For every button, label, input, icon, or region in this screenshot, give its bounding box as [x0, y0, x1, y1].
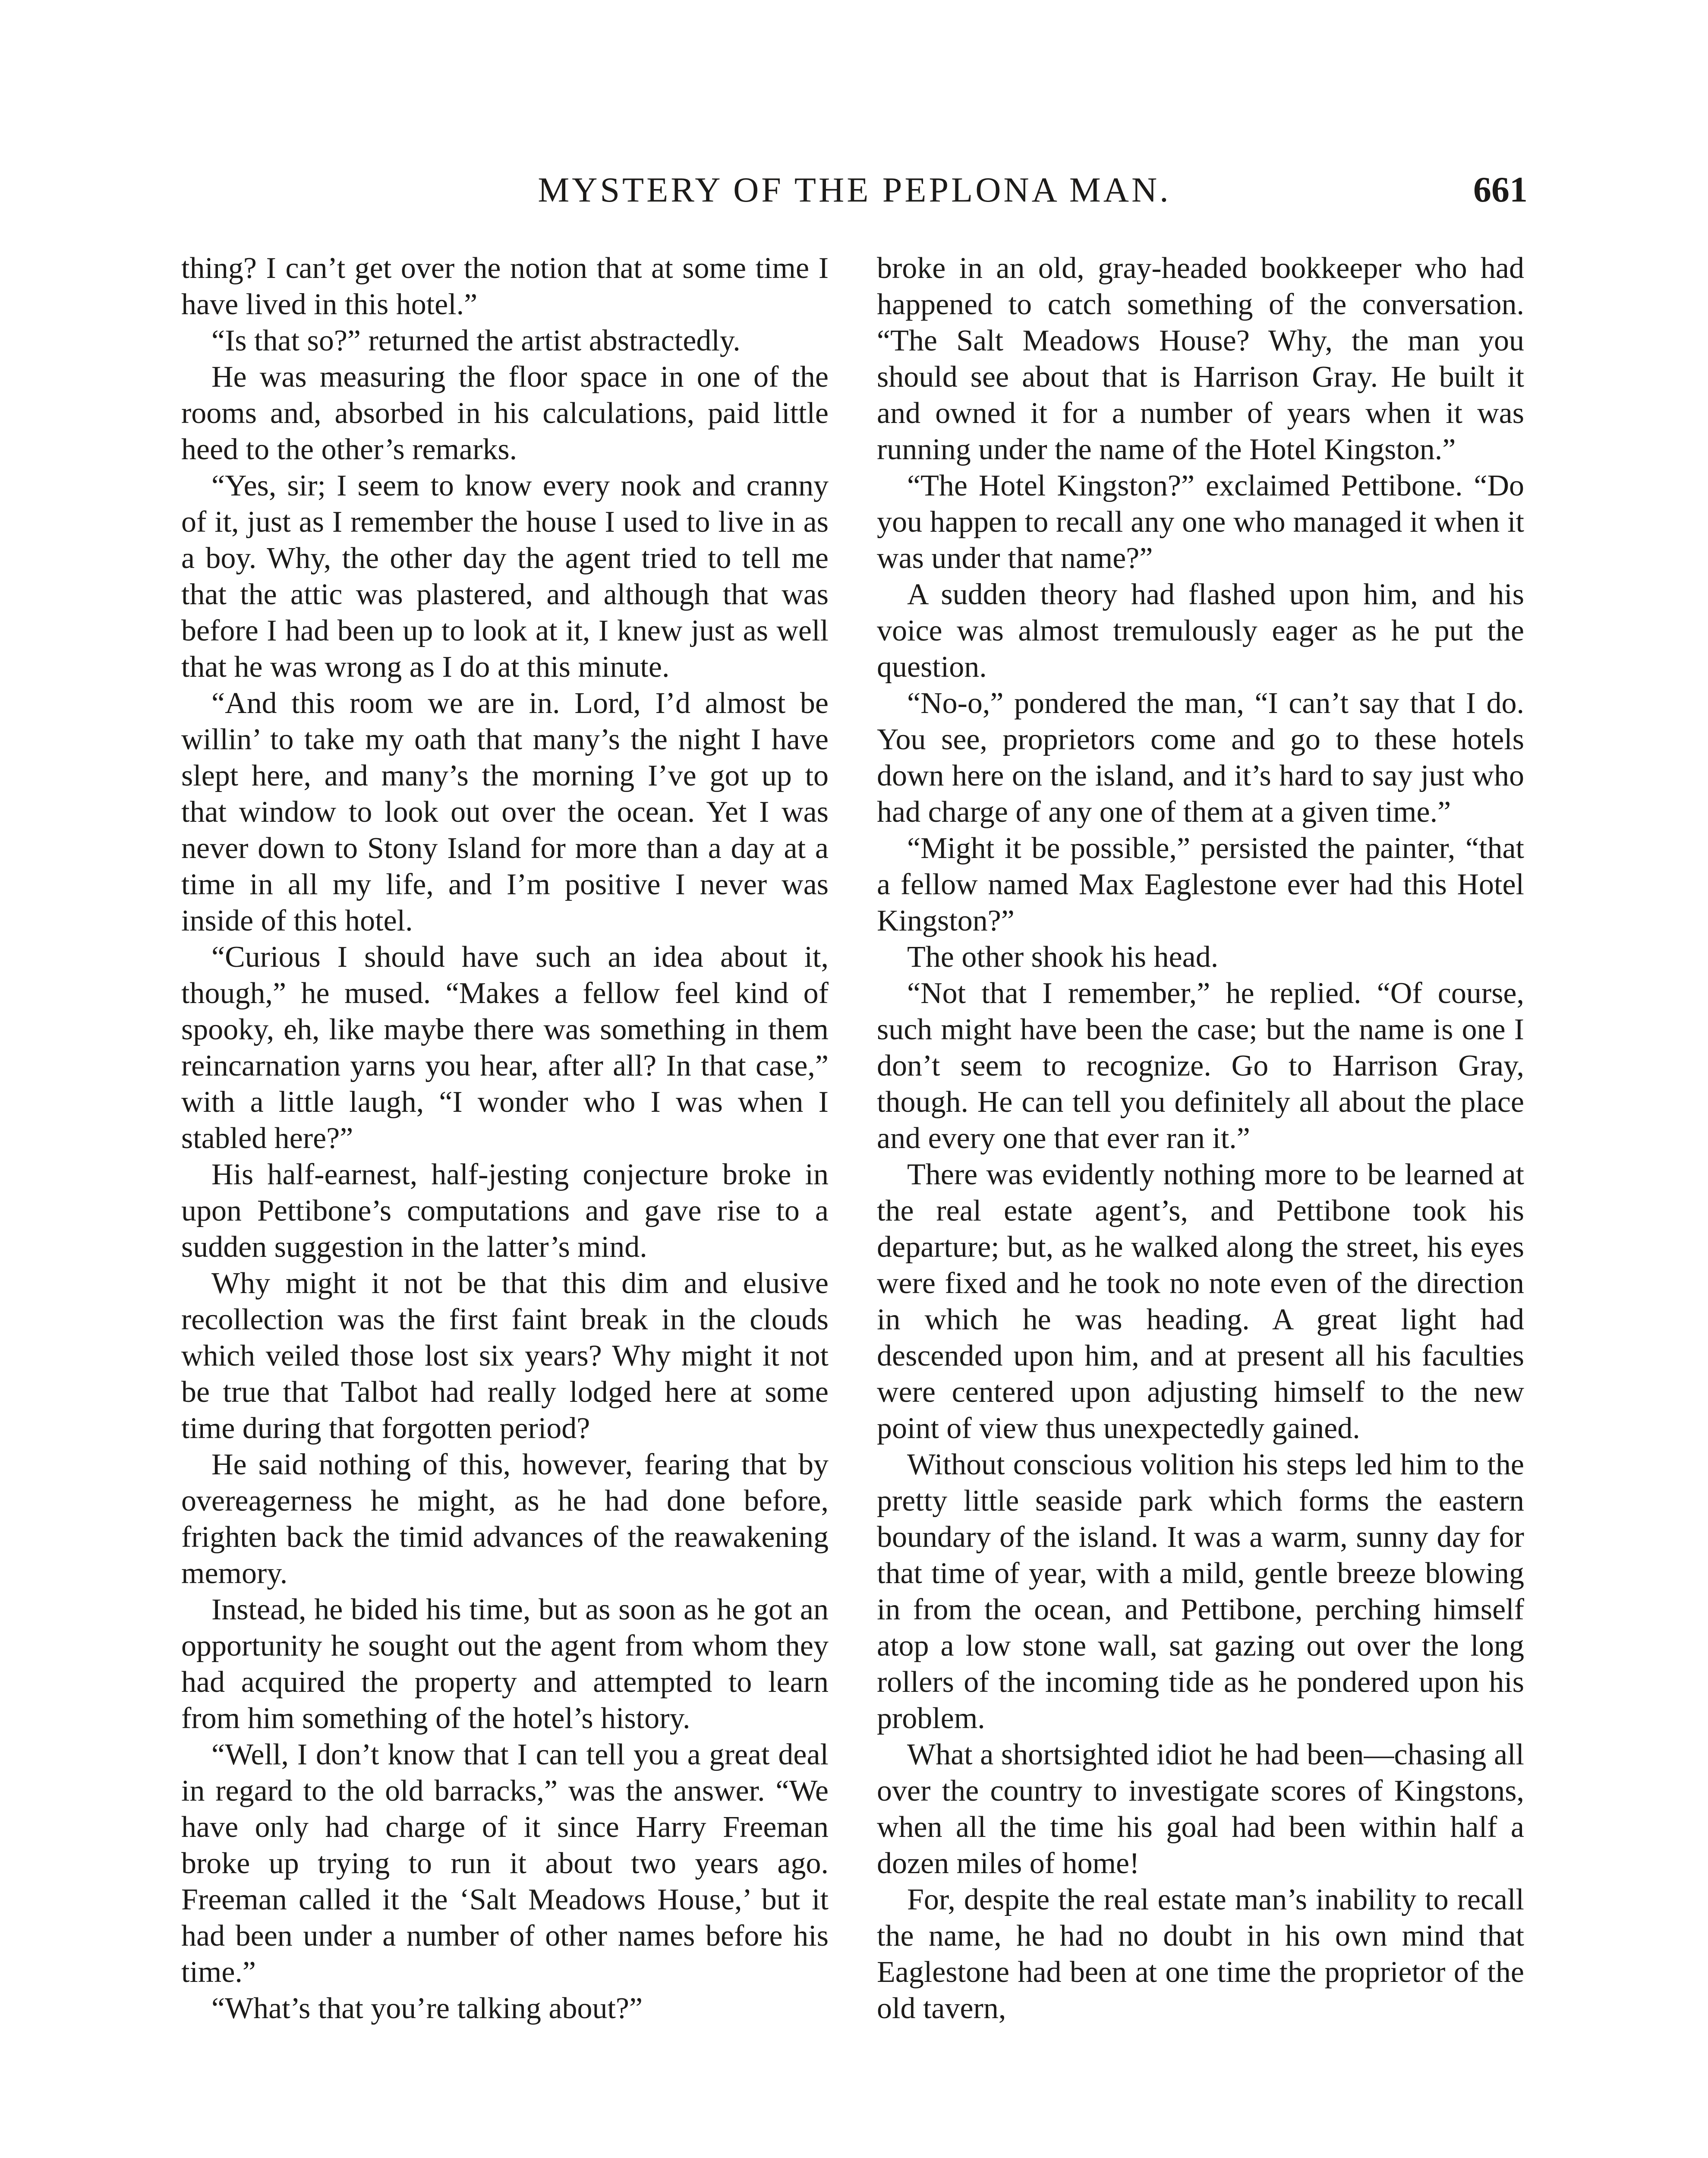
paragraph: Why might it not be that this dim and elusive recollection was the first faint break in the clouds which veiled those lost six years? Why might it not be true that Talbot had really lodged here at some time during that forgotten period? [181, 1267, 829, 1445]
paragraph: For, despite the real estate man’s inability to recall the name, he had no doubt in his own mind that Eaglestone had been at one time the proprietor of the old tavern, [877, 1883, 1524, 2025]
paragraph: There was evidently nothing more to be learned at the real estate agent’s, and Pettibone took his departure; but, as he walked along the street, his eyes were fixed and he took no note even of the direction in which he was heading. A great light had descended upon him, and at present all his faculties were centered upon adjusting himself to the new point of view thus unexpectedly gained. [877, 1158, 1524, 1445]
paragraph: Without conscious volition his steps led him to the pretty little seaside park which forms the eastern boundary of the island. It was a warm, sunny day for that time of year, with a mild, gentle breeze blowing in from the ocean, and Pettibone, perching himself atop a low stone wall, sat gazing out over the long rollers of the incoming tide as he pondered upon his problem. [877, 1448, 1524, 1735]
paragraph: “And this room we are in. Lord, I’d almost be willin’ to take my oath that many’s the night I have slept here, and many’s the morning I’ve got up to that window to look out over the ocean. Yet I was never down to Stony Island for more than a day at a time in all my life, and I’m positive I never was inside of this hotel. [181, 687, 829, 937]
paragraph: “What’s that you’re talking about?” [211, 1992, 643, 2025]
paragraph: “Well, I don’t know that I can tell you a great deal in regard to the old barracks,” was the answer. “We have only had charge of it since Harry Freeman broke up trying to run it about two years ago. Freeman called it the ‘Salt Meadows House,’ but it had been under a number of other names before his time.” [181, 1738, 829, 1989]
paragraph: thing? I can’t get over the notion that at some time I have lived in this hotel.” [181, 252, 829, 321]
paragraph: His half-earnest, half-jesting conjecture broke in upon Pettibone’s computations and gave rise to a sudden suggestion in the latter’s mind. [181, 1158, 829, 1264]
paragraph: He said nothing of this, however, fearing that by overeagerness he might, as he had done before, frighten back the timid advances of the reawakening memory. [181, 1448, 829, 1590]
running-title: MYSTERY OF THE PEPLONA MAN. [538, 170, 1171, 209]
paragraph: “Is that so?” returned the artist abstractedly. [211, 324, 741, 357]
paragraph: “Yes, sir; I seem to know every nook and cranny of it, just as I remember the house I used to live in as a boy. Why, the other day the agent tried to tell me that the attic was plastered, and although that was before I had been up to look at it, I knew just as well that he was wrong as I do at this minute. [181, 469, 829, 684]
right-column [877, 250, 1524, 2158]
page-header [181, 166, 1528, 214]
paragraph: He was measuring the floor space in one of the rooms and, absorbed in his calculations, paid little heed to the other’s remarks. [181, 360, 829, 466]
paragraph: A sudden theory had flashed upon him, and his voice was almost tremulously eager as he put the question. [877, 578, 1524, 684]
page-number: 661 [1473, 170, 1528, 210]
paragraph: “Might it be possible,” persisted the painter, “that a fellow named Max Eaglestone ever had this Hotel Kingston?” [877, 832, 1524, 937]
paragraph: “The Hotel Kingston?” exclaimed Pettibone. “Do you happen to recall any one who managed it when it was under that name?” [877, 469, 1524, 575]
paragraph: The other shook his head. [907, 940, 1219, 974]
paragraph: “Curious I should have such an idea about it, though,” he mused. “Makes a fellow feel kind of spooky, eh, like maybe there was something in them reincarnation yarns you hear, after all? In that case,” with a little laugh, “I wonder who I was when I stabled here?” [181, 940, 829, 1155]
paragraph: What a shortsighted idiot he had been—chasing all over the country to investigate scores of Kingstons, when all the time his goal had been within half a dozen miles of home! [877, 1738, 1524, 1880]
paragraph: “Not that I remember,” he replied. “Of course, such might have been the case; but the name is one I don’t seem to recognize. Go to Harrison Gray, though. He can tell you definitely all about the place and every one that ever ran it.” [877, 977, 1524, 1155]
paragraph: “No-o,” pondered the man, “I can’t say that I do. You see, proprietors come and go to these hotels down here on the island, and it’s hard to say just who had charge of any one of them at a given time.” [877, 687, 1524, 829]
left-column [181, 250, 829, 2158]
paragraph: Instead, he bided his time, but as soon as he got an opportunity he sought out the agent from whom they had acquired the property and attempted to learn from him something of the hotel’s history. [181, 1593, 829, 1735]
paragraph: broke in an old, gray-headed bookkeeper who had happened to catch something of the conversation. “The Salt Meadows House? Why, the man you should see about that is Harrison Gray. He built it and owned it for a number of years when it was running under the name of the Hotel Kingston.” [877, 252, 1524, 466]
